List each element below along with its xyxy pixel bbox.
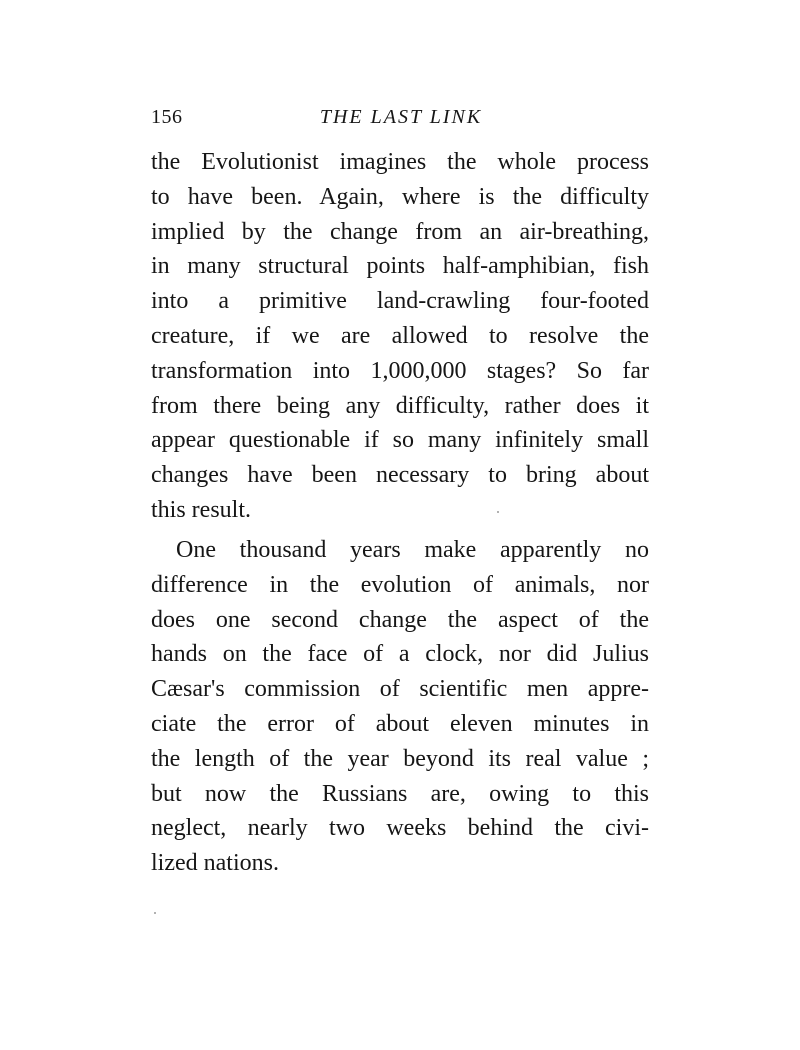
text-line: lized nations.	[151, 850, 279, 877]
text-line: to have been. Again, where is the difficulty	[151, 183, 649, 210]
text-line: implied by the change from an air-breathing,	[151, 218, 649, 245]
text-line: changes have been necessary to bring about	[151, 462, 649, 489]
running-title: THE LAST LINK	[319, 106, 483, 128]
page-number: 156	[151, 106, 183, 128]
text-line: difference in the evolution of animals, nor	[151, 571, 649, 598]
text-line: One thousand years make apparently no	[176, 537, 649, 563]
text-line: appear questionable if so many infinitely small	[151, 427, 649, 454]
text-line: into a primitive land-crawling four-footed	[151, 288, 649, 315]
text-line: the Evolutionist imagines the whole process	[151, 149, 649, 175]
text-line: hands on the face of a clock, nor did Julius	[151, 641, 649, 668]
text-line: the length of the year beyond its real value ;	[151, 745, 649, 772]
paragraph-2	[151, 533, 649, 881]
text-line: neglect, nearly two weeks behind the civi-	[151, 815, 649, 842]
text-line: creature, if we are allowed to resolve the	[151, 322, 649, 349]
text-line: transformation into 1,000,000 stages? So far	[151, 357, 649, 384]
text-line: does one second change the aspect of the	[151, 606, 649, 633]
paragraph-1	[151, 145, 649, 528]
text-line: this result.	[151, 496, 251, 523]
paper-speck	[497, 511, 499, 513]
text-line: from there being any difficulty, rather does it	[151, 392, 649, 419]
text-line: ciate the error of about eleven minutes in	[151, 710, 649, 737]
running-head	[151, 106, 651, 136]
text-line: in many structural points half-amphibian, fish	[151, 253, 649, 280]
text-line: Cæsar's commission of scientific men appre-	[151, 676, 649, 703]
text-line: but now the Russians are, owing to this	[151, 780, 649, 807]
paper-speck	[154, 912, 156, 914]
